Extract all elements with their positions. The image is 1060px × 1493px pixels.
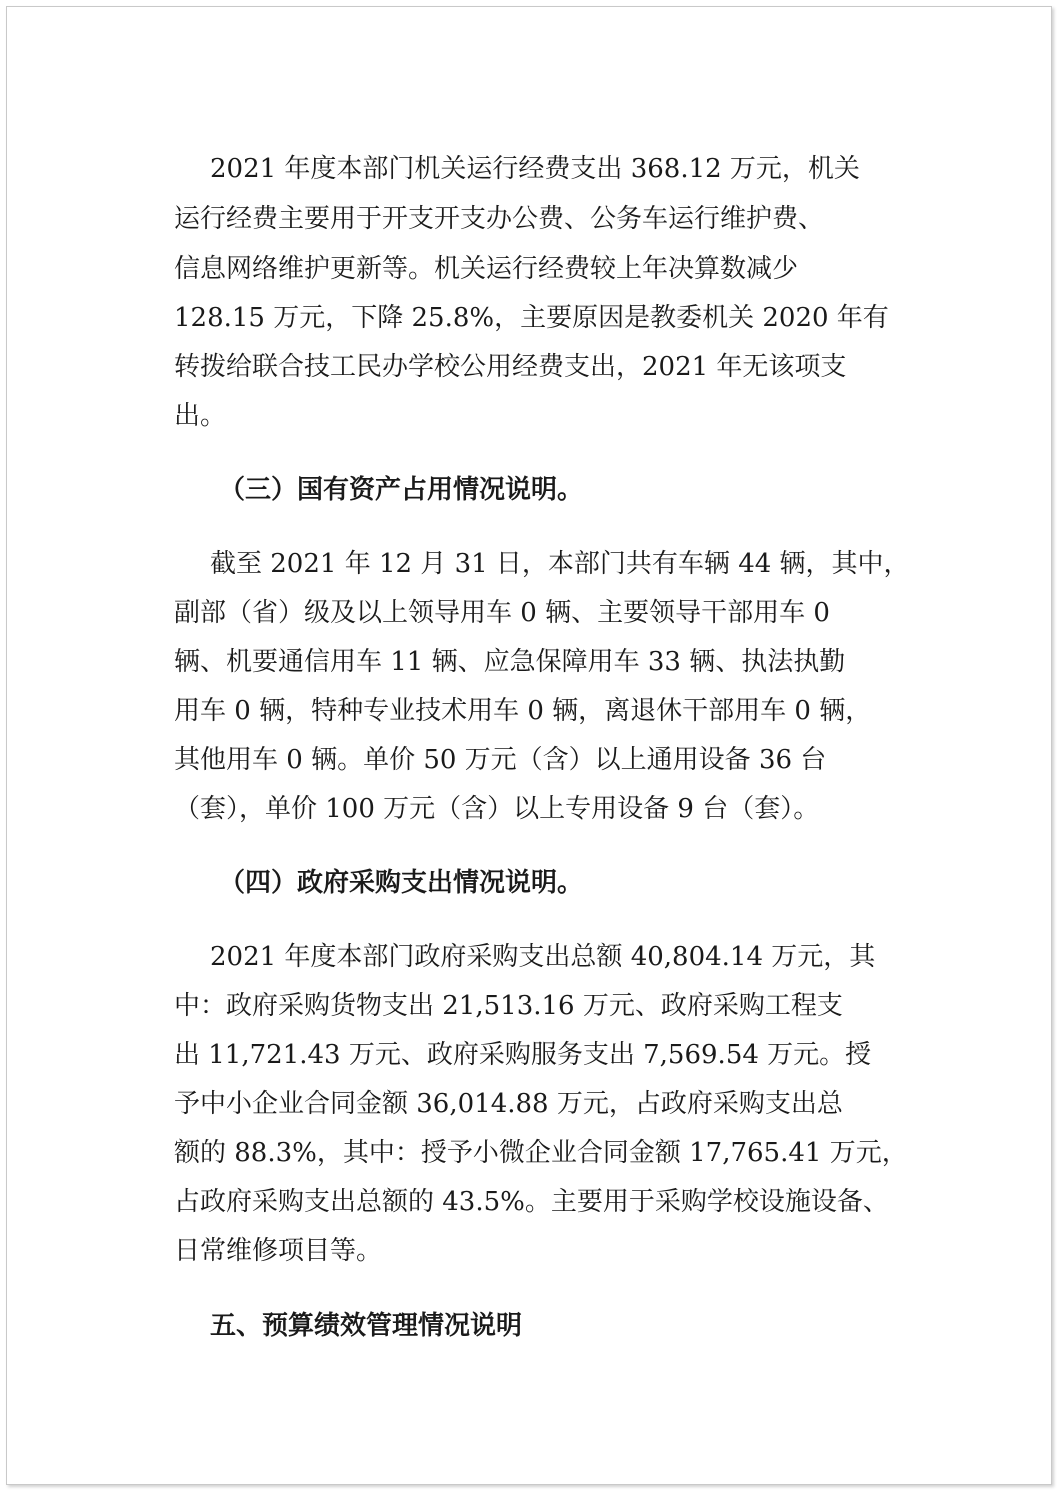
paragraph-line: 出。 [174,401,227,431]
paragraph-line: 占政府采购支出总额的 43.5%。主要用于采购学校设施设备、 [174,1187,889,1217]
paragraph-line: 信息网络维护更新等。机关运行经费较上年决算数减少 [174,254,799,284]
section-heading-5: 五、预算绩效管理情况说明 [210,1311,523,1341]
paragraph-line: 2021 年度本部门机关运行经费支出 368.12 万元，机关 [210,154,860,184]
paragraph-line: 其他用车 0 辆。单价 50 万元（含）以上通用设备 36 台 [174,745,827,775]
section-heading-4: （四）政府采购支出情况说明。 [219,868,584,898]
paragraph-line: 辆、机要通信用车 11 辆、应急保障用车 33 辆、执法执勤 [174,647,846,677]
paragraph-line: 128.15 万元，下降 25.8%，主要原因是教委机关 2020 年有 [174,303,889,333]
paragraph-line: 运行经费主要用于开支开支办公费、公务车运行维护费、 [174,204,825,234]
paragraph-line: 予中小企业合同金额 36,014.88 万元，占政府采购支出总 [174,1089,843,1119]
paragraph-line: 出 11,721.43 万元、政府采购服务支出 7,569.54 万元。授 [174,1040,872,1070]
paragraph-line: 中：政府采购货物支出 21,513.16 万元、政府采购工程支 [174,991,843,1021]
paragraph-line: 转拨给联合技工民办学校公用经费支出，2021 年无该项支 [174,352,847,382]
paragraph-line: 日常维修项目等。 [174,1236,383,1266]
paragraph-line: 2021 年度本部门政府采购支出总额 40,804.14 万元，其 [210,942,876,972]
paragraph-line: 副部（省）级及以上领导用车 0 辆、主要领导干部用车 0 [174,598,830,628]
paragraph-line: 用车 0 辆，特种专业技术用车 0 辆，离退休干部用车 0 辆， [174,696,872,726]
section-heading-3: （三）国有资产占用情况说明。 [219,475,584,505]
paragraph-line: （套），单价 100 万元（含）以上专用设备 9 台（套）。 [174,794,820,824]
document-page [6,6,1052,1485]
paragraph-line: 额的 88.3%，其中：授予小微企业合同金额 17,765.41 万元， [174,1138,908,1168]
paragraph-line: 截至 2021 年 12 月 31 日，本部门共有车辆 44 辆，其中， [210,549,910,579]
